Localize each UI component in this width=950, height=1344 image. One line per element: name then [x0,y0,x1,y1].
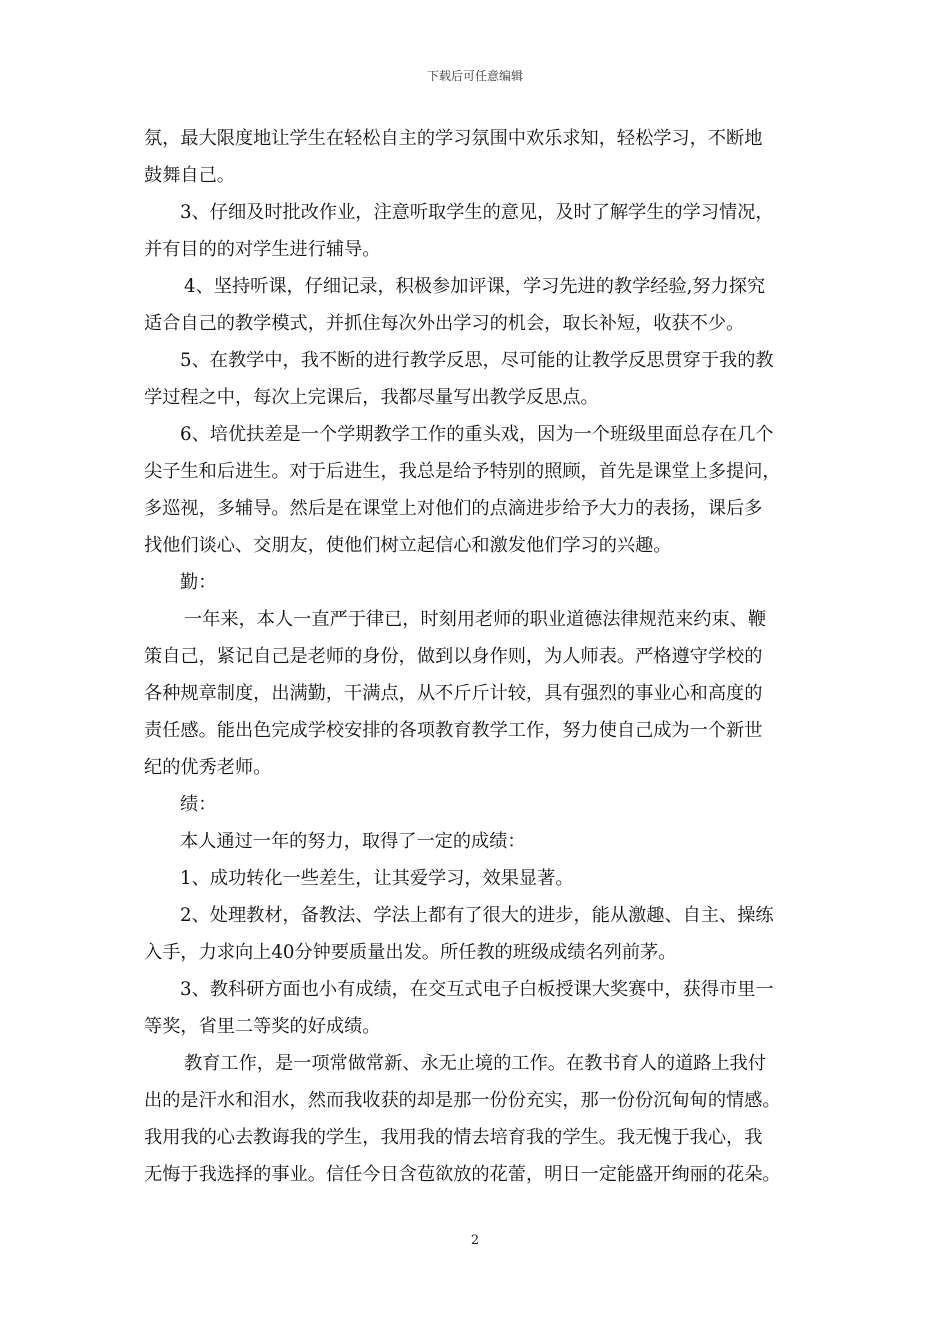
text-line: 2、处理教材，备教法、学法上都有了很大的进步，能从激趣、自主、操练 [180,905,774,926]
text-line: 纪的优秀老师。 [144,757,272,778]
text-line: 3、教科研方面也小有成绩，在交互式电子白板授课大奖赛中，获得市里一 [180,979,774,1000]
text-line: 多巡视，多辅导。然后是在课堂上对他们的点滴进步给予大力的表扬，课后多 [144,498,763,519]
text-line: 一年来，本人一直严于律已，时刻用老师的职业道德法律规范来约束、鞭 [184,609,767,630]
text-line: 教育工作，是一项常做常新、永无止境的工作。在教书育人的道路上我付 [184,1053,767,1074]
text-line: 出的是汗水和泪水，然而我收获的却是那一份份充实，那一份份沉甸甸的情感。 [144,1090,781,1111]
text-line: 5、在教学中，我不断的进行教学反思，尽可能的让教学反思贯穿于我的教 [180,350,774,371]
text-line: 3、仔细及时批改作业，注意听取学生的意见，及时了解学生的学习情况， [180,202,774,223]
text-line: 各种规章制度，出满勤，干满点，从不斤斤计较，具有强烈的事业心和高度的 [144,683,763,704]
text-line: 4、坚持听课，仔细记录，积极参加评课，学习先进的教学经验,努力探究 [184,276,766,297]
text-line: 鼓舞自己。 [144,165,235,186]
page-number: 2 [470,1233,480,1248]
document-body [144,120,814,1193]
text-line: 等奖，省里二等奖的好成绩。 [144,1016,381,1037]
text-line: 无悔于我选择的事业。信任今日含苞欲放的花蕾，明日一定能盛开绚丽的花朵。 [144,1164,781,1185]
page-header: 下载后可任意编辑 [426,69,523,83]
text-line: 我用我的心去教诲我的学生，我用我的情去培育我的学生。我无愧于我心，我 [144,1127,763,1148]
text-line: 策自己，紧记自己是老师的身份，做到以身作则，为人师表。严格遵守学校的 [144,646,763,667]
text-line: 本人通过一年的努力，取得了一定的成绩： [180,831,526,852]
text-line: 学过程之中，每次上完课后，我都尽量写出教学反思点。 [144,387,599,408]
text-line: 氛，最大限度地让学生在轻松自主的学习氛围中欢乐求知，轻松学习，不断地 [144,128,763,149]
text-line: 入手，力求向上40分钟要质量出发。所任教的班级成绩名列前茅。 [144,942,677,963]
text-line: 责任感。能出色完成学校安排的各项教育教学工作，努力使自己成为一个新世 [144,720,763,741]
section-heading: 绩： [180,794,217,815]
text-line: 1、成功转化一些差生，让其爱学习，效果显著。 [180,868,574,889]
text-line: 并有目的的对学生进行辅导。 [144,239,381,260]
section-heading: 勤： [180,572,217,593]
text-line: 适合自己的教学模式，并抓住每次外出学习的机会，取长补短，收获不少。 [144,313,745,334]
text-line: 找他们谈心、交朋友，使他们树立起信心和激发他们学习的兴趣。 [144,535,672,556]
text-line: 6、培优扶差是一个学期教学工作的重头戏，因为一个班级里面总存在几个 [180,424,774,445]
text-line: 尖子生和后进生。对于后进生，我总是给予特别的照顾，首先是课堂上多提问， [144,461,781,482]
